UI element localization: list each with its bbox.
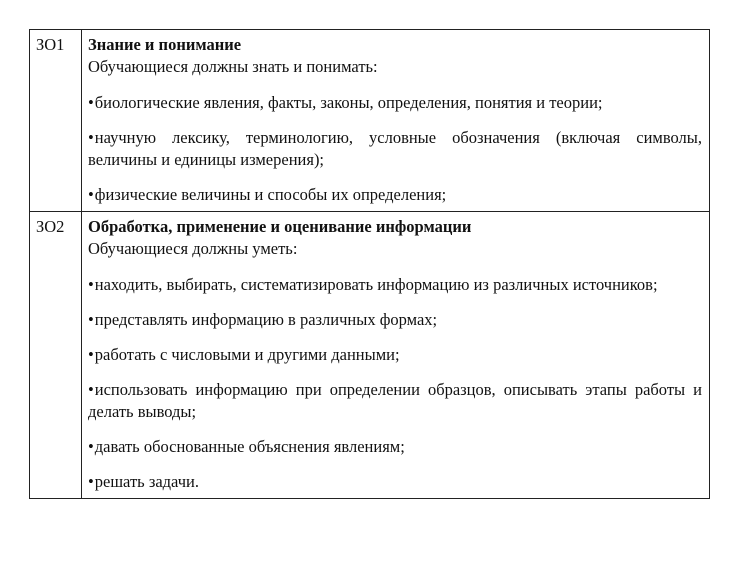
outcome-code: ЗО1 (30, 30, 82, 212)
bullet-icon: • (88, 128, 94, 147)
list-item (88, 309, 702, 331)
list-item (88, 184, 702, 206)
bullet-icon: • (88, 310, 94, 329)
list-item-text: решать задачи. (94, 472, 199, 491)
list-item (88, 471, 702, 493)
outcome-list (88, 92, 702, 206)
bullet-icon: • (88, 437, 94, 456)
list-item-text: работать с числовыми и другими данными; (94, 345, 400, 364)
outcome-description (82, 212, 710, 499)
outcome-title: Знание и понимание (88, 35, 242, 54)
outcome-list (88, 274, 702, 493)
outcome-code: ЗО2 (30, 212, 82, 499)
list-item (88, 127, 702, 171)
bullet-icon: • (88, 185, 94, 204)
bullet-icon: • (88, 93, 94, 112)
bullet-icon: • (88, 380, 94, 399)
outcome-title: Обработка, применение и оценивание информации (88, 217, 472, 236)
list-item-text: физические величины и способы их определения; (94, 185, 447, 204)
list-item (88, 379, 702, 423)
bullet-icon: • (88, 275, 94, 294)
list-item (88, 436, 702, 458)
list-item (88, 92, 702, 114)
outcome-intro: Обучающиеся должны уметь: (88, 239, 298, 258)
bullet-icon: • (88, 472, 94, 491)
list-item-text: биологические явления, факты, законы, определения, понятия и теории; (94, 93, 603, 112)
list-item-text: давать обоснованные объяснения явлениям; (94, 437, 405, 456)
list-item-text: научную лексику, терминологию, условные обозначения (включая символы, величины и единицы измерения); (88, 128, 702, 169)
list-item-text: использовать информацию при определении образцов, описывать этапы работы и делать выводы; (88, 380, 702, 421)
list-item-text: находить, выбирать, систематизировать информацию из различных источников; (94, 275, 658, 294)
list-item-text: представлять информацию в различных формах; (94, 310, 438, 329)
list-item (88, 344, 702, 366)
table-row (30, 212, 710, 499)
table-row (30, 30, 710, 212)
list-item (88, 274, 702, 296)
outcome-description (82, 30, 710, 212)
learning-outcomes-table (29, 29, 710, 499)
bullet-icon: • (88, 345, 94, 364)
outcome-intro: Обучающиеся должны знать и понимать: (88, 57, 378, 76)
